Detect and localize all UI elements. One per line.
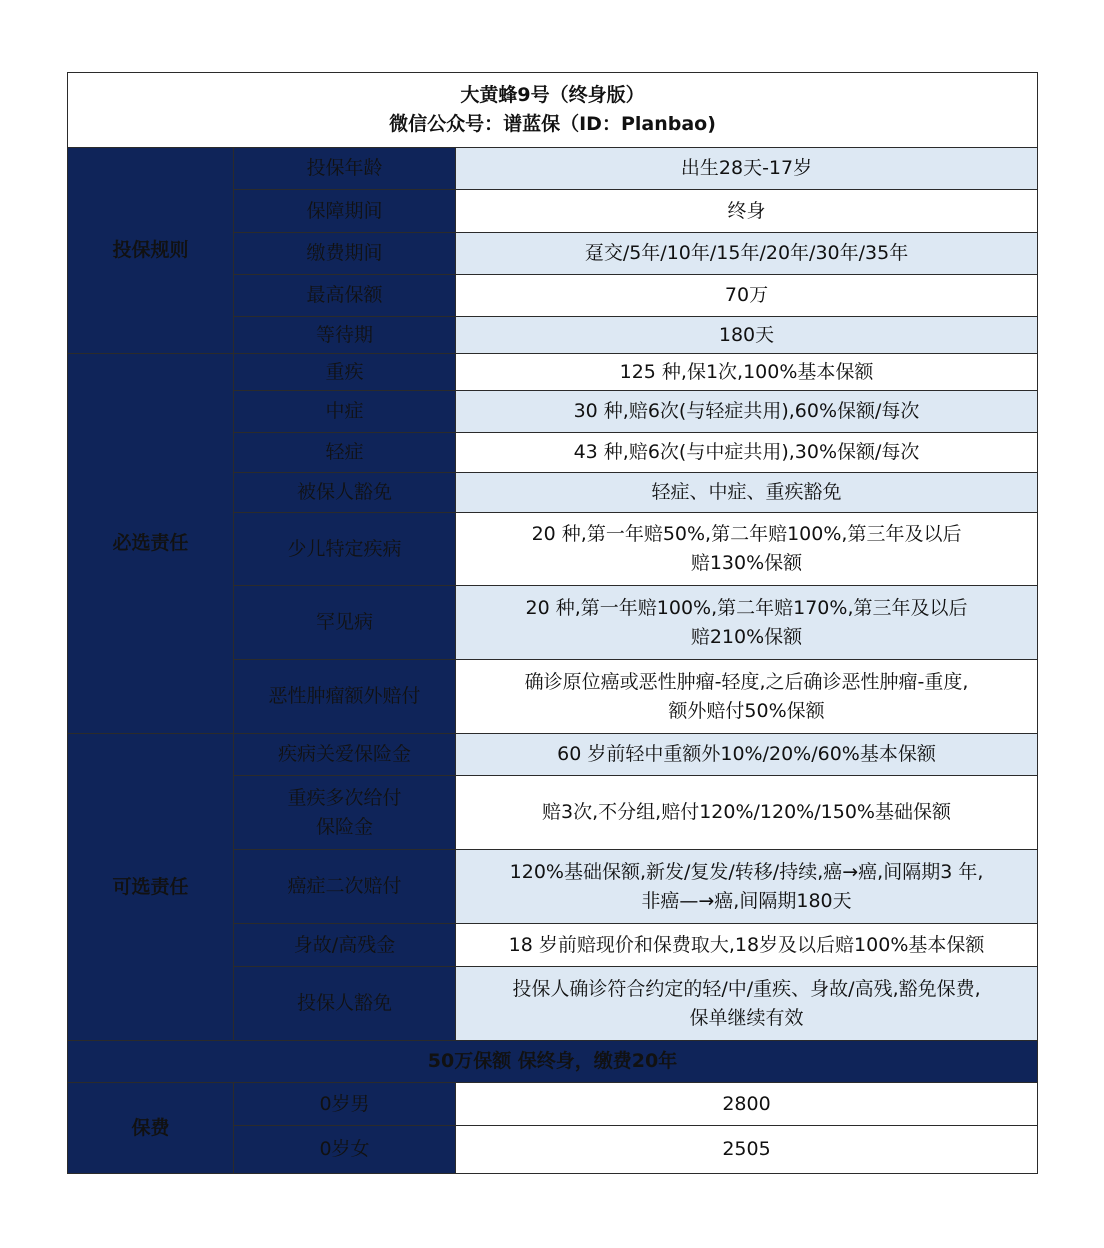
row-value: 终身	[456, 190, 1038, 233]
value-line: 投保人确诊符合约定的轻/中/重疾、身故/高残,豁免保费,	[512, 977, 981, 1000]
row-label: 0岁男	[234, 1083, 456, 1126]
value-line: 确诊原位癌或恶性肿瘤-轻度,之后确诊恶性肿瘤-重度,	[524, 670, 969, 693]
row-label: 最高保额	[234, 275, 456, 317]
row-label: 癌症二次赔付	[234, 850, 456, 924]
row-value	[456, 967, 1038, 1041]
row-value: 2800	[456, 1083, 1038, 1126]
product-title: 大黄蜂9号（终身版）	[460, 84, 645, 106]
row-label: 轻症	[234, 433, 456, 473]
category-required: 必选责任	[68, 354, 234, 734]
row-value	[456, 850, 1038, 924]
row-label: 保障期间	[234, 190, 456, 233]
category-premium: 保费	[68, 1083, 234, 1174]
row-value: 2505	[456, 1126, 1038, 1174]
category-optional: 可选责任	[68, 734, 234, 1041]
row-value: 30 种,赔6次(与轻症共用),60%保额/每次	[456, 391, 1038, 433]
row-label: 被保人豁免	[234, 473, 456, 513]
row-value: 43 种,赔6次(与中症共用),30%保额/每次	[456, 433, 1038, 473]
row-value: 趸交/5年/10年/15年/20年/30年/35年	[456, 233, 1038, 275]
table-row	[68, 1083, 1038, 1126]
row-value: 轻症、中症、重疾豁免	[456, 473, 1038, 513]
row-label: 投保年龄	[234, 148, 456, 190]
table-title	[68, 73, 1038, 148]
wechat-account: 微信公众号：谱蓝保（ID：Planbao)	[389, 113, 716, 135]
row-label: 身故/高残金	[234, 924, 456, 967]
row-label: 恶性肿瘤额外赔付	[234, 660, 456, 734]
value-line: 赔210%保额	[690, 625, 803, 648]
row-label: 0岁女	[234, 1126, 456, 1174]
value-line: 非癌—→癌,间隔期180天	[641, 889, 852, 912]
label-line: 重疾多次给付	[287, 786, 402, 809]
title-row	[68, 73, 1038, 148]
value-line: 120%基础保额,新发/复发/转移/持续,癌→癌,间隔期3 年,	[509, 860, 984, 883]
label-line: 保险金	[315, 815, 373, 838]
band-row	[68, 1041, 1038, 1083]
row-value: 赔3次,不分组,赔付120%/120%/150%基础保额	[456, 776, 1038, 850]
category-rules: 投保规则	[68, 148, 234, 354]
row-label: 重疾	[234, 354, 456, 391]
value-line: 20 种,第一年赔100%,第二年赔170%,第三年及以后	[525, 596, 968, 619]
value-line: 保单继续有效	[689, 1006, 804, 1029]
row-value: 180天	[456, 317, 1038, 354]
value-line: 赔130%保额	[690, 552, 803, 574]
row-value: 70万	[456, 275, 1038, 317]
row-label: 等待期	[234, 317, 456, 354]
row-label: 投保人豁免	[234, 967, 456, 1041]
row-value: 125 种,保1次,100%基本保额	[456, 354, 1038, 391]
row-label: 少儿特定疾病	[234, 513, 456, 586]
table-row	[68, 734, 1038, 776]
insurance-plan-table	[67, 72, 1038, 1174]
row-label	[234, 776, 456, 850]
row-value	[456, 513, 1038, 586]
row-value: 出生28天-17岁	[456, 148, 1038, 190]
row-label: 罕见病	[234, 586, 456, 660]
row-value: 60 岁前轻中重额外10%/20%/60%基本保额	[456, 734, 1038, 776]
row-label: 疾病关爱保险金	[234, 734, 456, 776]
table-row	[68, 148, 1038, 190]
row-label: 中症	[234, 391, 456, 433]
row-label: 缴费期间	[234, 233, 456, 275]
table-row	[68, 354, 1038, 391]
row-value	[456, 586, 1038, 660]
value-line: 20 种,第一年赔50%,第二年赔100%,第三年及以后	[531, 523, 962, 545]
coverage-banner: 50万保额 保终身，缴费20年	[68, 1041, 1038, 1083]
value-line: 额外赔付50%保额	[668, 699, 825, 722]
row-value: 18 岁前赔现价和保费取大,18岁及以后赔100%基本保额	[456, 924, 1038, 967]
row-value	[456, 660, 1038, 734]
